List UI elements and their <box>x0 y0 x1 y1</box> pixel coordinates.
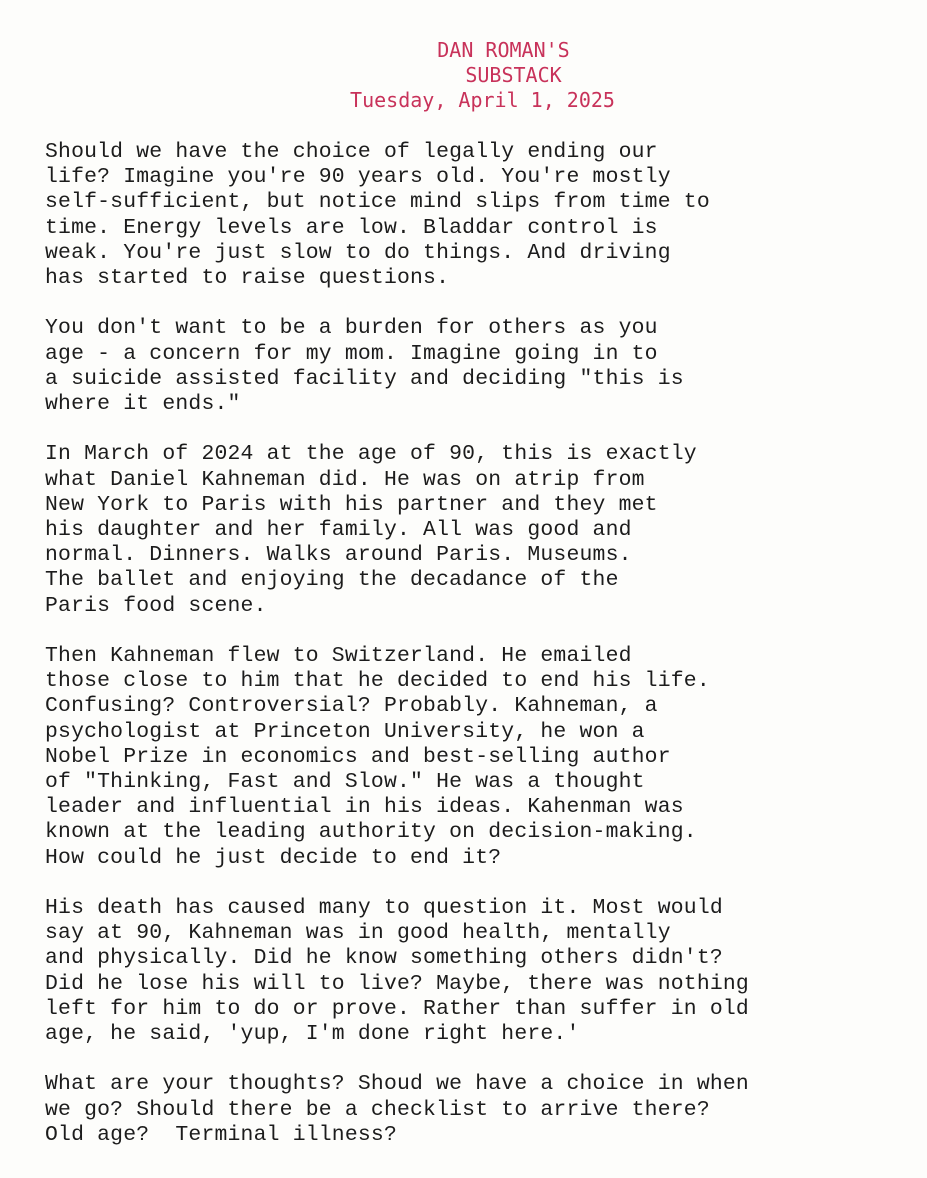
paragraph <box>45 140 905 291</box>
text-line: time. Energy levels are low. Bladdar control is <box>45 215 658 240</box>
text-line: self-sufficient, but notice mind slips from time to <box>45 190 710 215</box>
text-line: and physically. Did he know something others didn't? <box>45 946 723 971</box>
text-line: of "Thinking, Fast and Slow." He was a thought <box>45 770 645 795</box>
text-line: where it ends." <box>45 392 241 417</box>
text-line: normal. Dinners. Walks around Paris. Museums. <box>45 543 632 568</box>
paragraph <box>45 316 905 417</box>
text-line: What are your thoughts? Shoud we have a choice in when <box>45 1072 749 1097</box>
text-line: In March of 2024 at the age of 90, this is exactly <box>45 442 697 467</box>
text-line: his daughter and her family. All was good and <box>45 518 632 543</box>
article-body <box>45 140 905 1173</box>
text-line: leader and influential in his ideas. Kahenman was <box>45 795 684 820</box>
text-line: psychologist at Princeton University, he won a <box>45 719 645 744</box>
text-line: Old age? Terminal illness? <box>45 1122 397 1147</box>
text-line: what Daniel Kahneman did. He was on atrip from <box>45 467 645 492</box>
text-line: Nobel Prize in economics and best-selling author <box>45 744 671 769</box>
text-line: Did he lose his will to live? Maybe, there was nothing <box>45 971 749 996</box>
paragraph <box>45 644 905 871</box>
text-line: Should we have the choice of legally ending our <box>45 140 658 164</box>
text-line: say at 90, Kahneman was in good health, mentally <box>45 921 671 946</box>
text-line: those close to him that he decided to end his life. <box>45 669 710 694</box>
text-line: How could he just decide to end it? <box>45 845 502 870</box>
text-line: You don't want to be a burden for others as you <box>45 316 658 341</box>
text-line: known at the leading authority on decision-making. <box>45 820 697 845</box>
text-line: Paris food scene. <box>45 593 267 618</box>
header-date: Tuesday, April 1, 2025 <box>350 88 615 112</box>
page-header <box>0 38 927 113</box>
text-line: left for him to do or prove. Rather than suffer in old <box>45 996 749 1021</box>
text-line: a suicide assisted facility and deciding "this is <box>45 366 684 391</box>
text-line: Confusing? Controversial? Probably. Kahneman, a <box>45 694 658 719</box>
text-line: weak. You're just slow to do things. And driving <box>45 240 671 265</box>
text-line: age, he said, 'yup, I'm done right here.' <box>45 1022 580 1047</box>
header-publication: SUBSTACK <box>465 63 562 87</box>
text-line: New York to Paris with his partner and they met <box>45 492 658 517</box>
text-line: has started to raise questions. <box>45 266 450 291</box>
text-line: life? Imagine you're 90 years old. You're mostly <box>45 165 671 190</box>
paragraph <box>45 1072 905 1148</box>
text-line: we go? Should there be a checklist to arrive there? <box>45 1097 710 1122</box>
text-line: age - a concern for my mom. Imagine going in to <box>45 341 658 366</box>
paragraph <box>45 442 905 618</box>
paragraph <box>45 896 905 1047</box>
text-line: Then Kahneman flew to Switzerland. He emailed <box>45 644 632 669</box>
text-line: His death has caused many to question it. Most would <box>45 896 723 921</box>
text-line: The ballet and enjoying the decadance of the <box>45 568 619 593</box>
header-author: DAN ROMAN'S <box>437 38 570 62</box>
